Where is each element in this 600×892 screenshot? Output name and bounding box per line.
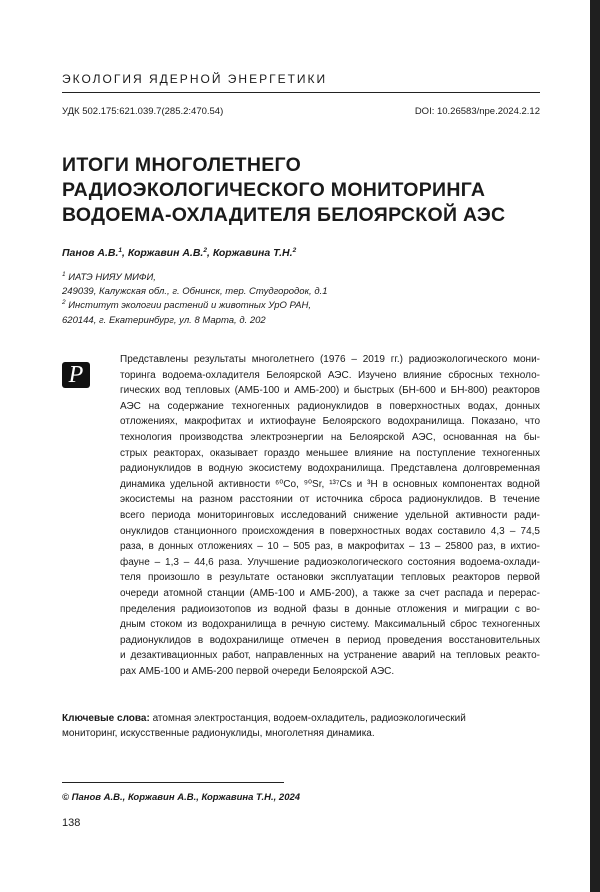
abstract [120,352,540,679]
abstract-line: раза, в донных отложениях – 10 – 505 раз, в макрофитах – 13 – 25800 раз, в ихтио- [120,541,540,553]
title-line: ИТОГИ МНОГОЛЕТНЕГО [62,154,302,176]
abstract-line: стрых реакторах, оказывает гораздо меньшее влияние на поступление техногенных [120,447,540,459]
author-affil-mark: 2 [292,247,297,254]
keywords-line: мониторинг, искусственные радионуклиды, многолетняя динамика. [62,728,375,739]
abstract-line: теля произошло в результате остановки эксплуатации тепловых реакторов первой [120,572,540,584]
journal-header: ЭКОЛОГИЯ ЯДЕРНОЙ ЭНЕРГЕТИКИ [62,72,328,86]
abstract-line: экосистемы на разном расстоянии от источника сброса радионуклидов. В течение [120,494,540,506]
keywords-text: атомная электростанция, водоем-охладитель, радиоэкологический [149,713,466,724]
doi-link[interactable]: DOI: 10.26583/npe.2024.2.12 [414,106,540,117]
affiliation-text: ИАТЭ НИЯУ МИФИ, [65,272,156,283]
author-name: Панов А.В. [62,247,119,259]
abstract-line: технология производства электроэнергии на Белоярской АЭС, основанная на бы- [120,431,540,443]
keywords-label: Ключевые слова: [62,713,150,724]
title-line: ВОДОЕМА-ОХЛАДИТЕЛЯ БЕЛОЯРСКОЙ АЭС [62,204,506,226]
abstract-line: гических вод тепловых (АМБ-100 и АМБ-200) и быстрых (БН-600 и БН-800) реакторов [120,385,540,397]
p-logo-icon: P [62,362,90,388]
affiliation-text: 620144, г. Екатеринбург, ул. 8 Марта, д. 202 [62,314,266,326]
abstract-line: радионуклидов в водную экосистему водохранилища. Представлена долговременная [120,463,540,475]
abstract-line: АЭС на содержание техногенных радионуклидов в поверхностных водах, донных [120,400,540,412]
abstract-line: рах АМБ-100 и АМБ-200 первой очереди Белоярской АЭС. [120,665,395,677]
author-name: Коржавина Т.Н. [212,247,293,259]
abstract-line: торинга водоема-охладителя Белоярской АЭС. Изучено влияние сбросных техноло- [120,369,540,381]
author-name: Коржавин А.В. [127,247,204,259]
affiliation-line [62,299,328,313]
header-divider [62,92,540,93]
udk-code: УДК 502.175:621.039.7(285.2:470.54) [62,106,224,117]
abstract-line: очереди атомной станции (АМБ-100 и АМБ-200), а также за счет распада и перерас- [120,587,540,599]
abstract-line: дным стоком из водохранилища в речную систему. Максимальный сброс техногенных [120,619,540,631]
keywords-line [62,711,540,726]
abstract-line: отложениях, макрофитах и ихтиофауне Белоярского водохранилища. Показано, что [120,416,540,428]
copyright-notice: © Панов А.В., Коржавин А.В., Коржавина Т.Н., 2024 [62,792,301,803]
author-affil-mark: 2 [203,247,207,254]
author-list [62,247,296,259]
keywords [62,711,540,741]
abstract-line: и дезактивационных работ, направленных на устранение аварий на тепловых реакто- [120,650,540,662]
affiliation-line [62,271,328,285]
abstract-line: пределения радиоизотопов из водной фазы в донные отложения и миграции с во- [120,603,540,615]
title-line: РАДИОЭКОЛОГИЧЕСКОГО МОНИТОРИНГА [62,179,486,201]
page-number: 138 [62,817,81,829]
affiliation-text: 249039, Калужская обл., г. Обнинск, тер. Студгородок, д.1 [62,286,328,298]
affiliation-text: Институт экологии растений и животных УрО РАН, [65,300,311,312]
affiliation-line [62,285,328,299]
abstract-line: онуклидов станционного происхождения в поверхностных водах составило 4,3 – 74,5 [120,525,540,537]
author-separator: , [206,247,213,259]
affiliations [62,271,328,328]
author-affil-mark: 1 [118,247,123,254]
affiliation-line [62,314,328,328]
page-edge-bar [590,0,600,892]
article-title [62,153,542,228]
abstract-line: Представлены результаты многолетнего (1976 – 2019 гг.) радиоэкологического мони- [120,354,540,365]
abstract-line: динамика удельной активности ⁶⁰Co, ⁹⁰Sr, ¹³⁷Cs и ³H в основных компонентах водной [120,478,540,490]
footer-divider [62,782,284,783]
author-separator: , [122,247,128,259]
abstract-line: радионуклидов в водохранилище отмечен в период проведения восстановительных [120,634,540,646]
abstract-line: фауне – 1,3 – 44,6 раза. Улучшение радиоэкологического состояния водоема-охлади- [120,556,540,568]
affil-mark: 1 [62,271,66,278]
affil-mark: 2 [62,299,66,307]
abstract-line: всего периода мониторинговых исследований снижение удельной активности ради- [120,509,540,521]
